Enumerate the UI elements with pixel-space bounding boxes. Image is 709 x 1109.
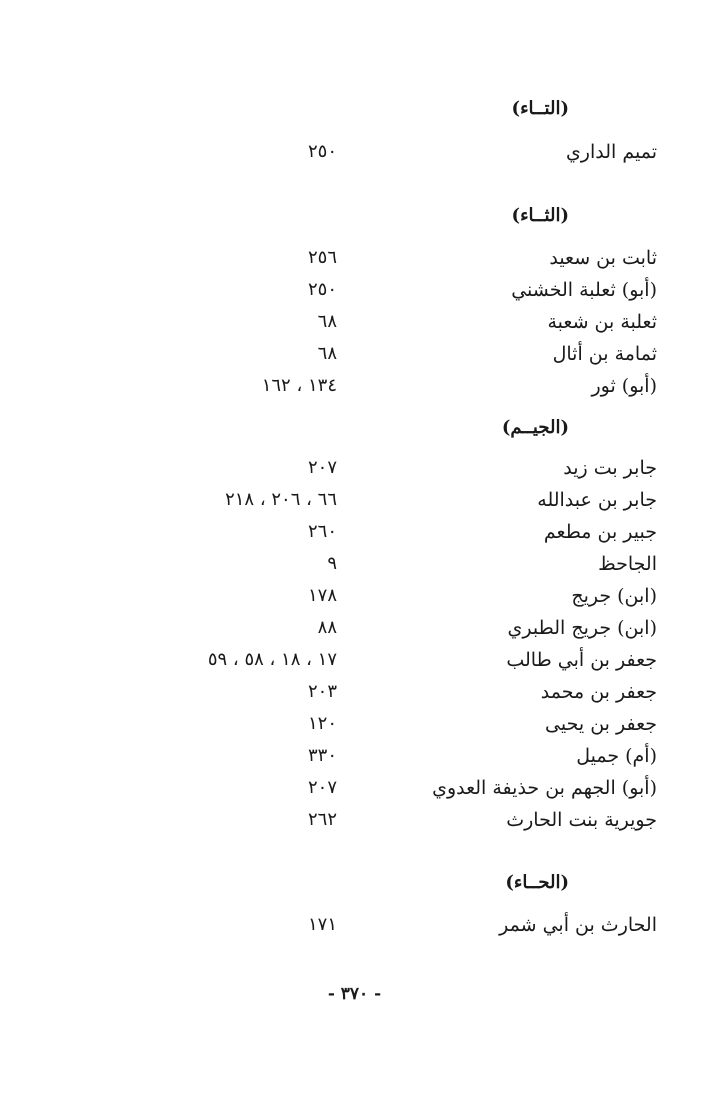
entry-pages: ٢٦٠ — [307, 521, 337, 542]
entry-name: جبير بن مطعم — [543, 521, 657, 543]
index-entry — [0, 741, 709, 771]
section-heading-thaa: (الثــاء) — [511, 205, 569, 226]
index-entry — [0, 910, 709, 940]
entry-name: ثعلبة بن شعبة — [547, 311, 657, 333]
entry-name: جابر بت زيد — [563, 457, 657, 479]
entry-name: (أم) جميل — [576, 745, 657, 767]
index-entry — [0, 243, 709, 273]
entry-name: (ابن) جريج — [571, 585, 657, 607]
section-heading-jeem: (الجيــم) — [501, 417, 569, 438]
entry-name: الجاحظ — [598, 553, 657, 575]
page-number: - ٣٧٠ - — [327, 984, 382, 1004]
entry-pages: ٢٥٠ — [307, 279, 337, 300]
index-entry — [0, 339, 709, 369]
entry-name: جعفر بن يحيى — [545, 713, 657, 735]
entry-pages: ٢٥٦ — [307, 247, 337, 268]
index-entry — [0, 773, 709, 803]
index-entry — [0, 371, 709, 401]
entry-pages: ٢٠٣ — [307, 681, 337, 702]
index-entry — [0, 137, 709, 167]
entry-pages: ٦٨ — [317, 311, 337, 332]
entry-name: (أبو) ثور — [591, 375, 657, 397]
entry-pages: ٢٠٧ — [307, 457, 337, 478]
entry-pages: ١٢٠ — [307, 713, 337, 734]
entry-pages: ٨٨ — [317, 617, 337, 638]
index-entry — [0, 581, 709, 611]
entry-pages: ٩ — [327, 553, 337, 574]
index-entry — [0, 275, 709, 305]
section-heading-haa: (الحــاء) — [505, 872, 569, 893]
entry-name: (ابن) جريج الطبري — [507, 617, 657, 639]
entry-pages: ٦٦ ، ٢٠٦ ، ٢١٨ — [225, 489, 337, 510]
entry-name: (أبو) الجهم بن حذيفة العدوي — [432, 777, 657, 799]
entry-name: جعفر بن أبي طالب — [506, 649, 657, 671]
entry-pages: ١٣٤ ، ١٦٢ — [261, 375, 337, 396]
entry-name: ثابت بن سعيد — [549, 247, 657, 269]
index-entry — [0, 485, 709, 515]
entry-pages: ٢٦٢ — [307, 809, 337, 830]
index-entry — [0, 805, 709, 835]
entry-pages: ٦٨ — [317, 343, 337, 364]
index-entry — [0, 453, 709, 483]
entry-pages: ١٧ ، ١٨ ، ٥٨ ، ٥٩ — [207, 649, 337, 670]
index-entry — [0, 549, 709, 579]
index-entry — [0, 517, 709, 547]
index-entry — [0, 307, 709, 337]
entry-name: جويرية بنت الحارث — [506, 809, 657, 831]
entry-name: الحارث بن أبي شمر — [499, 914, 657, 936]
entry-pages: ١٧٨ — [307, 585, 337, 606]
entry-pages: ١٧١ — [307, 914, 337, 935]
index-entry — [0, 645, 709, 675]
entry-name: ثمامة بن أثال — [552, 343, 657, 365]
entry-pages: ٢٠٧ — [307, 777, 337, 798]
entry-name: جابر بن عبدالله — [537, 489, 657, 511]
entry-pages: ٣٣٠ — [307, 745, 337, 766]
index-entry — [0, 613, 709, 643]
section-heading-taa: (التــاء) — [511, 98, 569, 119]
entry-name: تميم الداري — [565, 141, 657, 163]
index-entry — [0, 709, 709, 739]
entry-name: (أبو) ثعلبة الخشني — [511, 279, 657, 301]
entry-name: جعفر بن محمد — [540, 681, 657, 703]
index-entry — [0, 677, 709, 707]
entry-pages: ٢٥٠ — [307, 141, 337, 162]
